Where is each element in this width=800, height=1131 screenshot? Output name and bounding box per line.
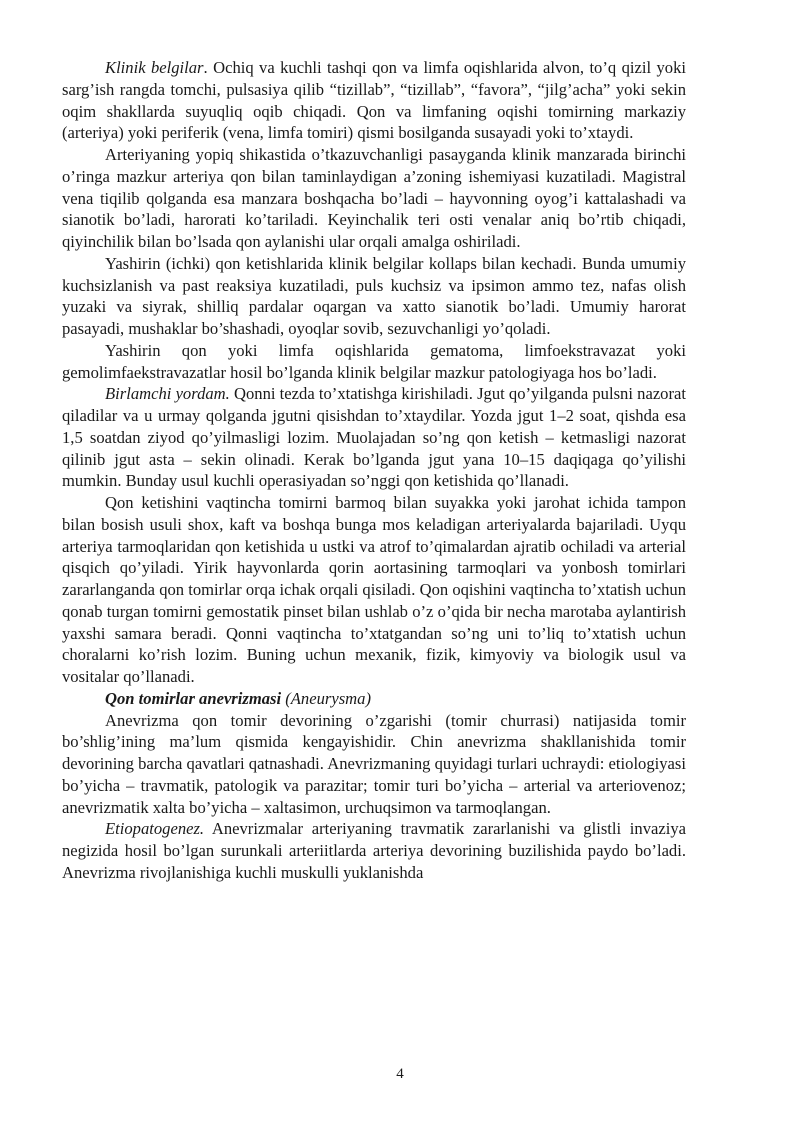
section-heading	[62, 688, 686, 710]
paragraph-klinik-belgilar	[62, 57, 686, 144]
paragraph-text: Qon ketishini vaqtincha tomirni barmoq bilan suyakka yoki jarohat ichida tampon bilan bosish usuli shox, kaft va boshqa bunga mos keladigan arteriyalarda bajariladi. Uyqu arteriya tarmoqlaridan qon ketishida u ustki va atrof to’qimalardan ajratib ochiladi va arterial qisqich qo’yiladi. Yirik hayvonlarda qorin aortasining tarmoqlari va yonbosh tomirlari zararlanganda qon tomirlar orqa ichak orqali qisiladi. Qon oqishini vaqtincha to’xtatish uchun qonab turgan tomirni gemostatik pinset bilan ushlab o’z o’qida bir necha marotaba aylantirish yaxshi samara beradi. Qonni vaqtincha to’xtatgandan so’ng uni to’liq to’xtatish uchun choralarni ko’rish lozim. Buning uchun mexanik, fizik, kimyoviy va biologik usul va vositalar qo’llanadi.	[62, 493, 686, 686]
paragraph-text: . Ochiq va kuchli tashqi qon va limfa oqishlarida alvon, to’q qizil yoki sarg’ish rangda tomchi, pulsasiya qilib “tizillab”, “tizillab”, “favora”, “jilg’acha” yoki sekin oqim shakllarda suyuqliq oqib chiqadi. Qon va limfaning oqishi tomirning markaziy (arteriya) yoki periferik (vena, limfa tomiri) qismi bosilganda susayadi yoki to’xtaydi.	[62, 58, 686, 143]
paragraph-text: Anevrizma qon tomir devorining o’zgarishi (tomir churrasi) natijasida tomir bo’shlig’ining ma’lum qismida kengayishidir. Chin anevrizma shakllanishida tomir devorining barcha qavatlari qatnashadi. Anevrizmaning quyidagi turlari uchraydi: etiologiyasi bo’yicha – travmatik, patologik va parazitar; tomir turi bo’yicha – arterial va arteriovenoz; anevrizmatik xalta bo’yicha – xaltasimon, urchuqsimon va tarmoqlangan.	[62, 710, 686, 817]
paragraph-text: Yashirin (ichki) qon ketishlarida klinik belgilar kollaps bilan kechadi. Bunda umumiy kuchsizlanish va past reaksiya kuzatiladi, puls kuchsiz va ipsimon ammo tez, nafas olish yuzaki va siyrak, shilliq pardalar oqargan va xatto sianotik bo’ladi. Umumiy harorat pasayadi, mushaklar bo’shashadi, oyoqlar sovib, sezuvchanligi yo’qoladi.	[62, 253, 686, 338]
paragraph-lead: Klinik belgilar	[105, 58, 204, 77]
paragraph-birlamchi-yordam	[62, 383, 686, 492]
paragraph-anevrizma-tarif	[62, 710, 686, 819]
section-title: Qon tomirlar anevrizmasi	[105, 688, 282, 708]
paragraph-lead: Birlamchi yordam.	[105, 384, 230, 404]
paragraph-yashirin-limfa	[62, 340, 686, 384]
paragraph-text: Qonni tezda to’xtatishga kirishiladi. Jgut qo’yilganda pulsni nazorat qiladilar va u urmay qolganda jgutni qisishdan to’xtaydilar. Yozda jgut 1–2 soat, qishda esa 1,5 soatdan ziyod qo’yilmasligi lozim. Muolajadan so’ng qon ketish – ketmasligi nazorat qilinib jgut asta – sekin olinadi. Kerak bo’lganda jgut yana 10–15 daqiqaga qo’yilishi mumkin. Bunday usul kuchli operasiyadan so’nggi qon ketishida qo’llanadi.	[62, 384, 686, 491]
paragraph-text: Arteriyaning yopiq shikastida o’tkazuvchanligi pasayganda klinik manzarada birinchi o’ringa mazkur arteriya qon bilan taminlaydigan a’zoning ishemiyasi kuzatiladi. Magistral vena tiqilib qolganda esa manzara boshqacha bo’ladi – hayvonning oyog’i kattalashadi va sianotik bo’ladi, harorati ko’tariladi. Keyinchalik teri osti venalar aniq bo’rtib chiqadi, qiyinchilik bilan bo’lsada qon aylanishi ular orqali amalga oshiriladi.	[62, 145, 686, 251]
paragraph-text: Yashirin qon yoki limfa oqishlarida gematoma, limfoekstravazat yoki gemolimfaekstravazatlar hosil bo’lganda klinik belgilar mazkur patologiyaga hos bo’ladi.	[62, 340, 686, 382]
paragraph-arteriya-shikasti	[62, 144, 686, 253]
document-page	[62, 57, 686, 884]
paragraph-text: Anevrizmalar arteriyaning travmatik zararlanishi va glistli invaziya negizida hosil bo’lgan surunkali arteriitlarda arteriya devorining buzilishida paydo bo’ladi. Anevrizma rivojlanishiga kuchli muskulli yuklanishda	[62, 819, 686, 882]
paragraph-yashirin-ichki	[62, 253, 686, 340]
page-number: 4	[396, 1066, 404, 1082]
section-subtitle: (Aneurysma)	[285, 688, 371, 708]
paragraph-lead: Etiopatogenez.	[105, 819, 205, 839]
paragraph-etiopatogenez	[62, 818, 686, 883]
paragraph-vaqtincha-toxtatish	[62, 492, 686, 688]
